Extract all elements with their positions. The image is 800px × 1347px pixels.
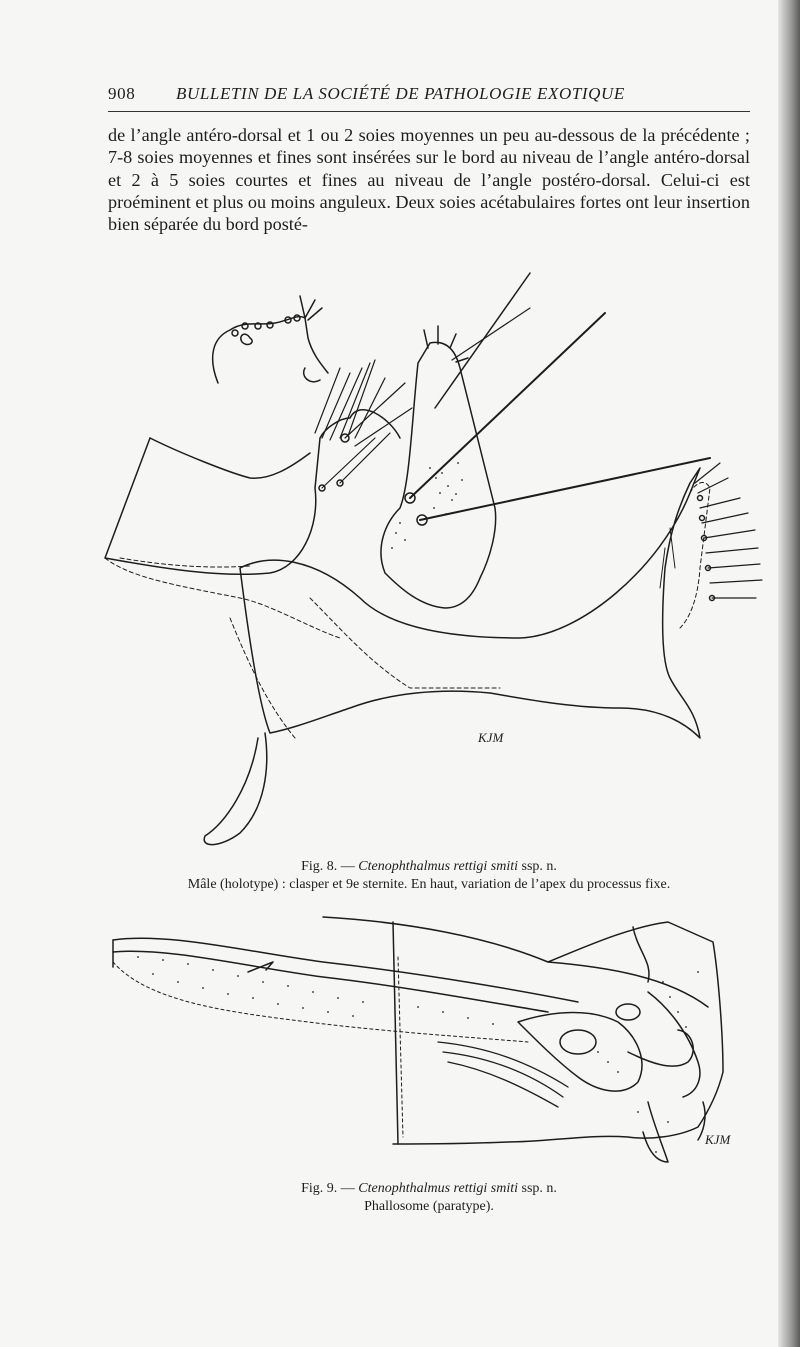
figure-8-species: Ctenophthalmus rettigi smiti — [358, 859, 518, 874]
body-paragraph — [108, 124, 750, 235]
figure-8-caption-line2: Mâle (holotype) : clasper et 9e sternite. En haut, variation de l’apex du processus fixe. — [187, 877, 671, 892]
figure-9-svg — [108, 912, 758, 1174]
figure-9-caption-line1: Fig. 9. — Ctenophthalmus rettigi smiti ssp. n. — [301, 1181, 557, 1196]
figure-8-svg — [100, 268, 770, 858]
running-header — [108, 84, 748, 106]
page-number: 908 — [108, 84, 136, 103]
figure-9-caption-line2: Phallosome (paratype). — [364, 1199, 494, 1214]
figure-9-drawing — [108, 912, 758, 1174]
figure-9-caption — [108, 1180, 750, 1216]
figure-8-drawing — [100, 268, 770, 858]
figure-9-signature: KJM — [705, 1132, 731, 1147]
header-rule — [108, 111, 750, 112]
page-edge-shadow — [778, 0, 800, 1347]
figure-8-caption — [108, 858, 750, 894]
figure-9-species: Ctenophthalmus rettigi smiti — [358, 1181, 518, 1196]
paragraph-text: de l’angle antéro-dorsal et 1 ou 2 soies moyennes un peu au-dessous de la précédente ; 7-8 soies moyennes et fines sont insérées sur le bord au niveau de l’angle antéro-dorsal et 2 à 5 soies courtes et fines au niveau de l’angle postéro-dorsal. Celui-ci est proéminent et plus ou moins anguleux. Deux soies acétabulaires fortes ont leur insertion bien séparée du bord posté- — [108, 125, 750, 235]
figure-8-caption-line1: Fig. 8. — Ctenophthalmus rettigi smiti ssp. n. — [301, 859, 557, 874]
running-title: BULLETIN DE LA SOCIÉTÉ DE PATHOLOGIE EXOTIQUE — [176, 84, 625, 103]
figure-8-signature: KJM — [478, 730, 504, 745]
